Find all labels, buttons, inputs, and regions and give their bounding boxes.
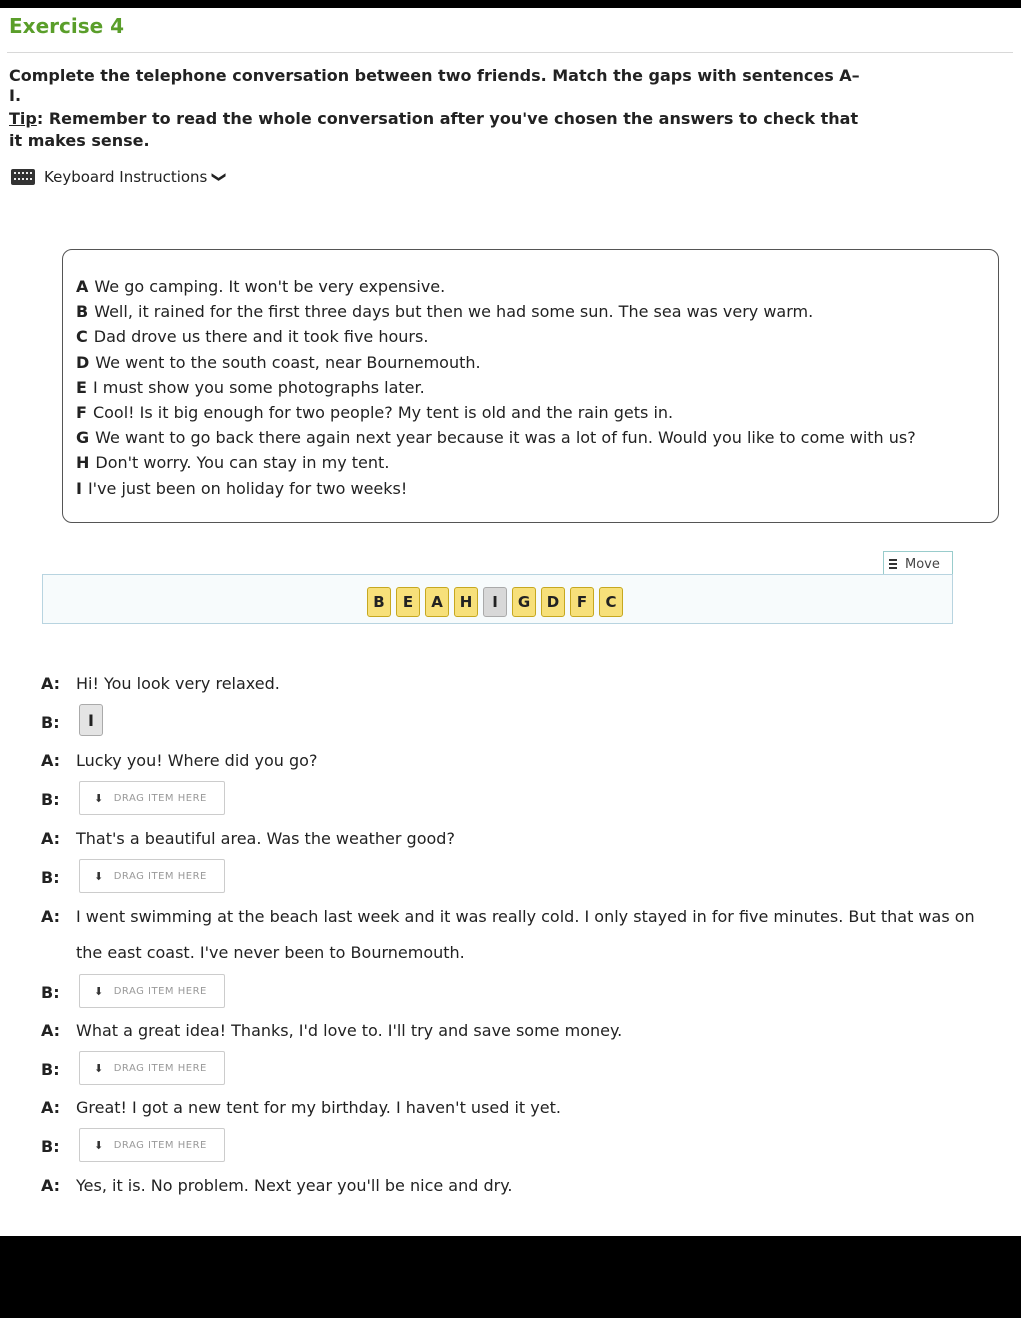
speaker-label: B: <box>41 1060 60 1079</box>
sentence-text: We want to go back there again next year because it was a lot of fun. Would you like to come with us? <box>95 428 916 448</box>
sentence-letter: F <box>76 402 87 422</box>
drop-placeholder: DRAG ITEM HERE <box>113 1139 207 1151</box>
sentence-option <box>76 299 998 324</box>
sentence-text: I must show you some photographs later. <box>92 377 425 397</box>
speaker-label: A: <box>41 751 61 770</box>
sentence-text: Don't worry. You can stay in my tent. <box>95 453 390 473</box>
dialogue-text: That's a beautiful area. Was the weather good? <box>76 829 455 848</box>
tip-label: Tip <box>9 109 37 128</box>
speaker-label: A: <box>41 674 61 693</box>
sentence-text: Dad drove us there and it took five hours. <box>93 327 429 347</box>
drop-target[interactable] <box>79 1051 225 1085</box>
drop-placeholder: DRAG ITEM HERE <box>113 792 207 804</box>
exercise-instruction: Complete the telephone conversation between two friends. Match the gaps with sentences A–I. <box>9 66 860 105</box>
drop-placeholder: DRAG ITEM HERE <box>113 985 207 997</box>
sentence-option <box>76 324 998 349</box>
sentence-letter: I <box>76 478 82 498</box>
dialogue-text: Yes, it is. No problem. Next year you'll be nice and dry. <box>76 1176 513 1195</box>
sentence-letter: A <box>76 277 89 296</box>
down-arrow-icon: ⬇ <box>94 869 104 883</box>
keyboard-icon <box>11 169 35 185</box>
sentence-option <box>76 476 998 501</box>
drop-target[interactable] <box>79 859 225 893</box>
sentence-option <box>76 274 998 299</box>
answer-tile-c[interactable]: C <box>599 587 623 617</box>
answer-tile-d[interactable]: D <box>541 587 565 617</box>
chevron-down-icon: ❯ <box>211 171 228 183</box>
title-divider <box>7 52 1013 53</box>
filled-answer-slot[interactable]: I <box>79 704 103 736</box>
drop-target[interactable] <box>79 781 225 815</box>
speaker-label: A: <box>41 829 61 848</box>
sentence-option <box>76 425 998 450</box>
dialogue-text: I went swimming at the beach last week and it was really cold. I only stayed in for five minutes. But that was on <box>76 907 975 926</box>
exercise-page <box>0 8 1021 1236</box>
answer-tile-b[interactable]: B <box>367 587 391 617</box>
drop-target[interactable] <box>79 1128 225 1162</box>
sentence-text: Cool! Is it big enough for two people? My tent is old and the rain gets in. <box>92 402 674 422</box>
speaker-label: A: <box>41 1021 61 1040</box>
answer-tile-tray <box>42 574 953 624</box>
dialogue-text: Great! I got a new tent for my birthday. I haven't used it yet. <box>76 1098 561 1117</box>
drop-placeholder: DRAG ITEM HERE <box>113 1062 207 1074</box>
sentence-text: We go camping. It won't be very expensive. <box>94 277 446 296</box>
grip-icon <box>889 559 897 571</box>
speaker-label: B: <box>41 983 60 1002</box>
speaker-label: B: <box>41 713 60 732</box>
dialogue-text: Lucky you! Where did you go? <box>76 751 318 770</box>
answer-tile-g[interactable]: G <box>512 587 536 617</box>
tile-list <box>367 587 628 617</box>
sentence-letter: H <box>76 453 90 473</box>
exercise-title: Exercise 4 <box>9 14 125 38</box>
down-arrow-icon: ⬇ <box>94 791 104 805</box>
sentence-option <box>76 400 998 425</box>
speaker-label: B: <box>41 868 60 887</box>
down-arrow-icon: ⬇ <box>94 1138 104 1152</box>
sentence-option <box>76 450 998 475</box>
sentence-letter: E <box>76 377 87 397</box>
answer-tile-f[interactable]: F <box>570 587 594 617</box>
sentence-letter: D <box>76 352 90 372</box>
down-arrow-icon: ⬇ <box>94 1061 104 1075</box>
speaker-label: A: <box>41 1098 61 1117</box>
speaker-label: B: <box>41 790 60 809</box>
answer-tile-e[interactable]: E <box>396 587 420 617</box>
sentence-text: Well, it rained for the first three days but then we had some sun. The sea was very warm. <box>94 302 814 322</box>
speaker-label: A: <box>41 1176 61 1195</box>
answer-tile-a[interactable]: A <box>425 587 449 617</box>
sentence-options-box <box>62 249 999 523</box>
sentence-letter: B <box>76 302 89 322</box>
drop-placeholder: DRAG ITEM HERE <box>113 870 207 882</box>
keyboard-instructions-toggle[interactable] <box>11 168 228 186</box>
dialogue-text: What a great idea! Thanks, I'd love to. I'll try and save some money. <box>76 1021 623 1040</box>
keyboard-instructions-label: Keyboard Instructions <box>44 168 208 186</box>
move-label: Move <box>905 557 940 572</box>
sentence-text: I've just been on holiday for two weeks! <box>87 478 408 498</box>
answer-tile-i[interactable]: I <box>483 587 507 617</box>
dialogue-text-continued: the east coast. I've never been to Bournemouth. <box>76 943 465 962</box>
down-arrow-icon: ⬇ <box>94 984 104 998</box>
exercise-tip <box>9 108 869 152</box>
sentence-option <box>76 375 998 400</box>
sentence-text: We went to the south coast, near Bournemouth. <box>95 352 481 372</box>
speaker-label: A: <box>41 907 61 926</box>
tip-text: : Remember to read the whole conversation after you've chosen the answers to check that it makes sense. <box>9 109 859 150</box>
sentence-letter: C <box>76 327 88 347</box>
speaker-label: B: <box>41 1137 60 1156</box>
drop-target[interactable] <box>79 974 225 1008</box>
dialogue-text: Hi! You look very relaxed. <box>76 674 280 693</box>
bottom-bar <box>0 1236 1021 1318</box>
sentence-letter: G <box>76 428 90 448</box>
sentence-option <box>76 350 998 375</box>
answer-tile-h[interactable]: H <box>454 587 478 617</box>
